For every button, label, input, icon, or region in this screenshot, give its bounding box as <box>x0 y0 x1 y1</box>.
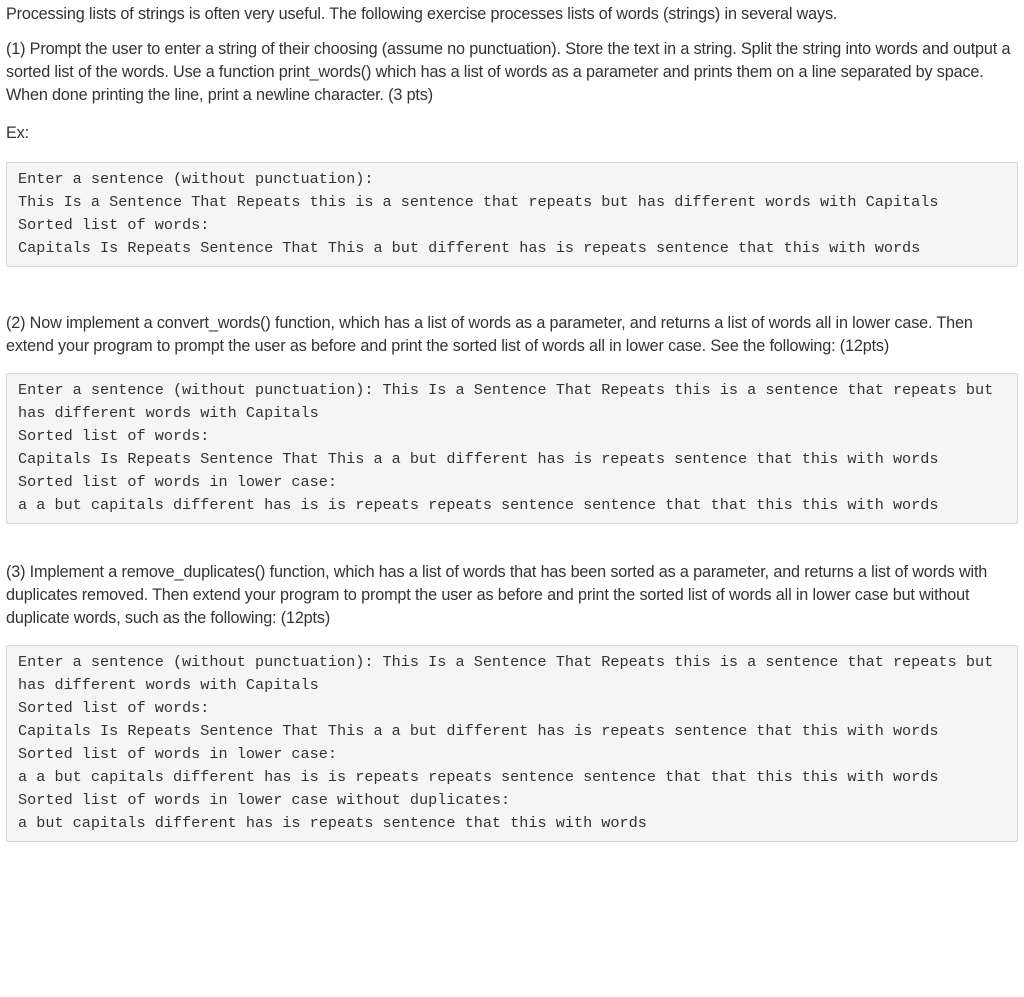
code-line: Sorted list of words: <box>18 699 210 717</box>
code-line: Sorted list of words in lower case: <box>18 473 337 491</box>
code-line: Capitals Is Repeats Sentence That This a but different has is repeats sentence that this with words <box>18 239 921 257</box>
code-line: Enter a sentence (without punctuation): This Is a Sentence That Repeats this is a sentence that repeats but has different words with Capitals <box>18 653 1003 694</box>
code-line: Capitals Is Repeats Sentence That This a a but different has is repeats sentence that this with words <box>18 722 939 740</box>
part2-instructions: (2) Now implement a convert_words() function, which has a list of words as a parameter, and returns a list of words all in lower case. Then extend your program to prompt the user as before and print the sorted list of words all in lower case. See the following: (12pts) <box>6 314 973 355</box>
code-line: Sorted list of words: <box>18 216 210 234</box>
part3-instructions: (3) Implement a remove_duplicates() function, which has a list of words that has been sorted as a parameter, and returns a list of words with duplicates removed. Then extend your program to prompt the user as before and print the sorted list of words all in lower case but without duplicate words, such as the following: (12pts) <box>6 563 988 627</box>
code-line: Sorted list of words in lower case without duplicates: <box>18 791 511 809</box>
code-line: Capitals Is Repeats Sentence That This a a but different has is repeats sentence that this with words <box>18 450 939 468</box>
example-label: Ex: <box>6 124 29 142</box>
code-line: Sorted list of words: <box>18 427 210 445</box>
code-line: Enter a sentence (without punctuation): <box>18 170 374 188</box>
code-line: This Is a Sentence That Repeats this is a sentence that repeats but has different words with Capitals <box>18 193 939 211</box>
code-line: Sorted list of words in lower case: <box>18 745 337 763</box>
code-line: a a but capitals different has is is repeats repeats sentence sentence that that this this with words <box>18 496 939 514</box>
part1-instructions: (1) Prompt the user to enter a string of their choosing (assume no punctuation). Store the text in a string. Split the string into words and output a sorted list of the words. Use a function print_words() which has a list of words as a parameter and prints them on a line separated by space. When done printing the line, print a newline character. (3 pts) <box>6 40 1011 104</box>
part3-example-output <box>6 645 1018 842</box>
code-line: a but capitals different has is repeats sentence that this with words <box>18 814 647 832</box>
intro-paragraph: Processing lists of strings is often very useful. The following exercise processes lists of words (strings) in several ways. <box>6 5 838 23</box>
code-line: a a but capitals different has is is repeats repeats sentence sentence that that this this with words <box>18 768 939 786</box>
part2-example-output <box>6 373 1018 524</box>
code-line: Enter a sentence (without punctuation): This Is a Sentence That Repeats this is a sentence that repeats but has different words with Capitals <box>18 381 1003 422</box>
part1-example-output <box>6 162 1018 267</box>
